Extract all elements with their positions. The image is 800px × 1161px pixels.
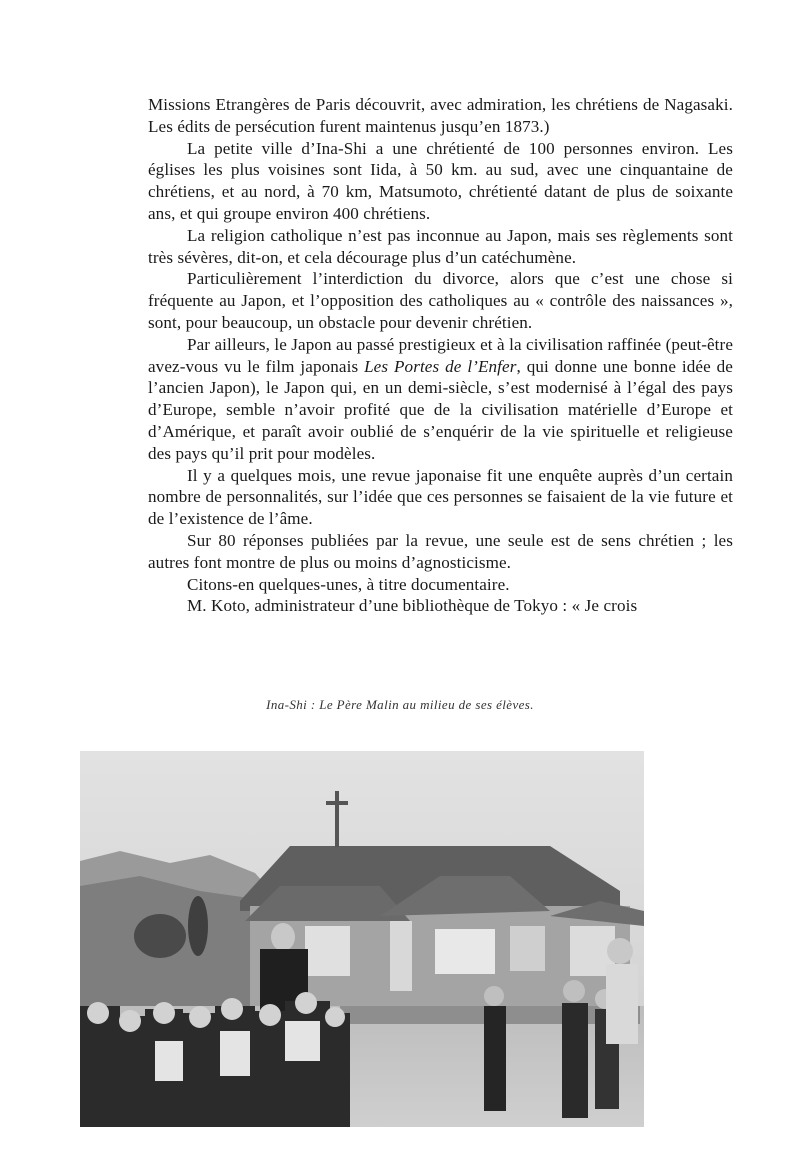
paragraph: Citons-en quelques-unes, à titre documentaire.: [187, 574, 510, 594]
paragraph-text: , qui donne une bonne idée de l’ancien Japon), le Japon qui, en un demi-siècle, s’est modernisé à l’égal des pays d’Europe, semble n’avoir profité que de la civilisation matérielle d’Europe et d’Amérique, et paraît avoir oublié de s’enquérir de la vie spirituelle et religieuse des pays qu’il prit pour modèles.: [148, 356, 733, 463]
priest-head: [271, 923, 295, 951]
cross-icon: [326, 801, 348, 805]
window: [510, 926, 545, 971]
photo-illustration: [80, 751, 644, 1127]
paragraph: [148, 334, 733, 465]
photograph: [80, 751, 644, 1127]
tree: [188, 896, 208, 956]
door: [390, 921, 412, 991]
paragraph: Sur 80 réponses publiées par la revue, une seule est de sens chrétien ; les autres font montre de plus ou moins d’agnosticisme.: [148, 530, 733, 572]
paragraph: M. Koto, administrateur d’une bibliothèque de Tokyo : « Je crois: [187, 596, 638, 616]
paragraph: La petite ville d’Ina-Shi a une chrétienté de 100 personnes environ. Les églises les plus voisines sont Iida, à 50 km. au sud, avec une cinquantaine de chrétiens, et au nord, à 70 km, Matsumoto, chrétienté datant de plus de soixante ans, et qui groupe environ 400 chrétiens.: [148, 138, 733, 223]
paragraph: Particulièrement l’interdiction du divorce, alors que c’est une chose si fréquente au Japon, et l’opposition des catholiques au « contrôle des naissances », sont, pour beaucoup, un obstacle pour devenir chrétien.: [148, 269, 733, 332]
paragraph: La religion catholique n’est pas inconnue au Japon, mais ses règlements sont très sévères, dit-on, et cela décourage plus d’un catéchumène.: [148, 225, 733, 267]
paragraph-text: Par ailleurs, le Japon au passé prestigieux et à la civilisation raffinée (peut-être avez-vous vu le film japonais: [148, 334, 733, 376]
window: [435, 929, 495, 974]
film-title: Les Portes de l’Enfer: [364, 356, 517, 376]
body-text: [148, 94, 733, 617]
tree: [134, 914, 186, 958]
paragraph: Il y a quelques mois, une revue japonaise fit une enquête auprès d’un certain nombre de personnalités, sur l’idée que ces personnes se faisaient de la vie future et de l’existence de l’âme.: [148, 465, 733, 529]
paragraph: Missions Etrangères de Paris découvrit, avec admiration, les chrétiens de Nagasaki. Les édits de persécution furent maintenus jusqu’en 1873.): [148, 95, 733, 136]
cross-icon: [335, 791, 339, 847]
window: [305, 926, 350, 976]
photo-caption: Ina-Shi : Le Père Malin au milieu de ses élèves.: [266, 697, 534, 712]
